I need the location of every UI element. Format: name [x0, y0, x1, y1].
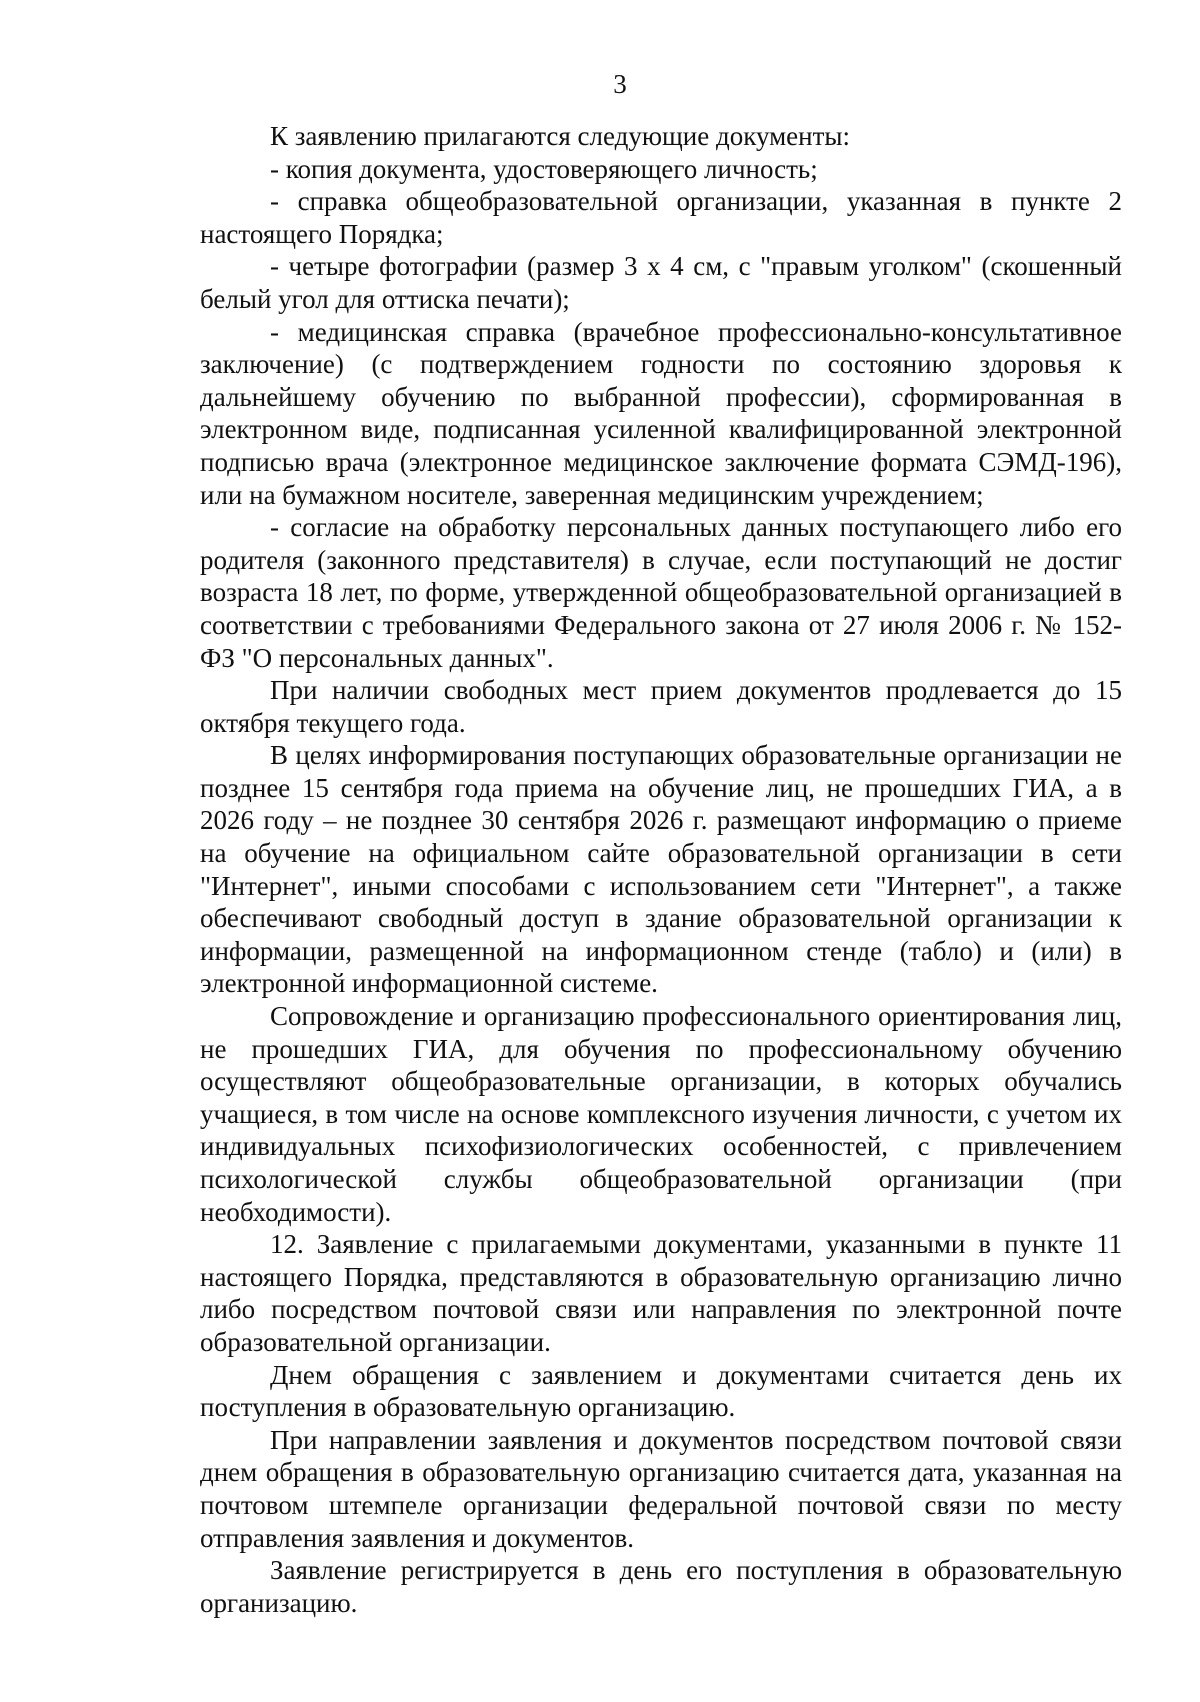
page-number: 3	[613, 69, 627, 99]
paragraph-registration: Заявление регистрируется в день его поступления в образовательную организацию.	[200, 1555, 1122, 1618]
paragraph-postal-date: При направлении заявления и документов посредством почтовой связи днем обращения в образовательную организацию считается дата, указанная на почтовом штемпеле организации федеральной почтовой связи по месту отправления заявления и документов.	[200, 1424, 1122, 1553]
paragraph-item-12: 12. Заявление с прилагаемыми документами, указанными в пункте 11 настоящего Порядка, представляются в образовательную организацию лично либо посредством почтовой связи или направления по электронной почте образовательной организации.	[200, 1229, 1122, 1357]
paragraph-extension: При наличии свободных мест прием документов продлевается до 15 октября текущего года.	[200, 675, 1122, 738]
document-body	[200, 120, 1122, 1619]
paragraph-personal-data-consent: - согласие на обработку персональных данных поступающего либо его родителя (законного представителя) в случае, если поступающий не достиг возраста 18 лет, по форме, утвержденной общеобразовательной организацией в соответствии с требованиями Федерального закона от 27 июля 2006 г. № 152-ФЗ "О персональных данных".	[200, 512, 1122, 673]
paragraph-informing: В целях информирования поступающих образовательные организации не позднее 15 сентября года приема на обучение лиц, не прошедших ГИА, а в 2026 году – не позднее 30 сентября 2026 г. размещают информацию о приеме на обучение на официальном сайте образовательной организации в сети "Интернет", иными способами с использованием сети "Интернет", а также обеспечивают свободный доступ в здание образовательной организации к информации, размещенной на информационном стенде (табло) и (или) в электронной информационной системе.	[200, 740, 1122, 999]
paragraph-id-copy: - копия документа, удостоверяющего личность;	[270, 153, 818, 184]
paragraph-attachments-intro: К заявлению прилагаются следующие документы:	[270, 121, 851, 151]
paragraph-photos: - четыре фотографии (размер 3 х 4 см, с "правым уголком" (скошенный белый угол для оттиска печати);	[200, 251, 1122, 314]
paragraph-medical-certificate: - медицинская справка (врачебное профессионально-консультативное заключение) (с подтверждением годности по состоянию здоровья к дальнейшему обучению по выбранной профессии), сформированная в электронном виде, подписанная усиленной квалифицированной электронной подписью врача (электронное медицинское заключение формата СЭМД-196), или на бумажном носителе, заверенная медицинским учреждением;	[200, 316, 1122, 510]
paragraph-application-day: Днем обращения с заявлением и документами считается день их поступления в образовательную организацию.	[200, 1359, 1122, 1423]
paragraph-school-certificate: - справка общеобразовательной организации, указанная в пункте 2 настоящего Порядка;	[200, 186, 1122, 249]
paragraph-career-guidance: Сопровождение и организацию профессионального ориентирования лиц, не прошедших ГИА, для обучения по профессиональному обучению осуществляют общеобразовательные организации, в которых обучались учащиеся, в том числе на основе комплексного изучения личности, с учетом их индивидуальных психофизиологических особенностей, с привлечением психологической службы общеобразовательной организации (при необходимости).	[200, 1001, 1122, 1227]
